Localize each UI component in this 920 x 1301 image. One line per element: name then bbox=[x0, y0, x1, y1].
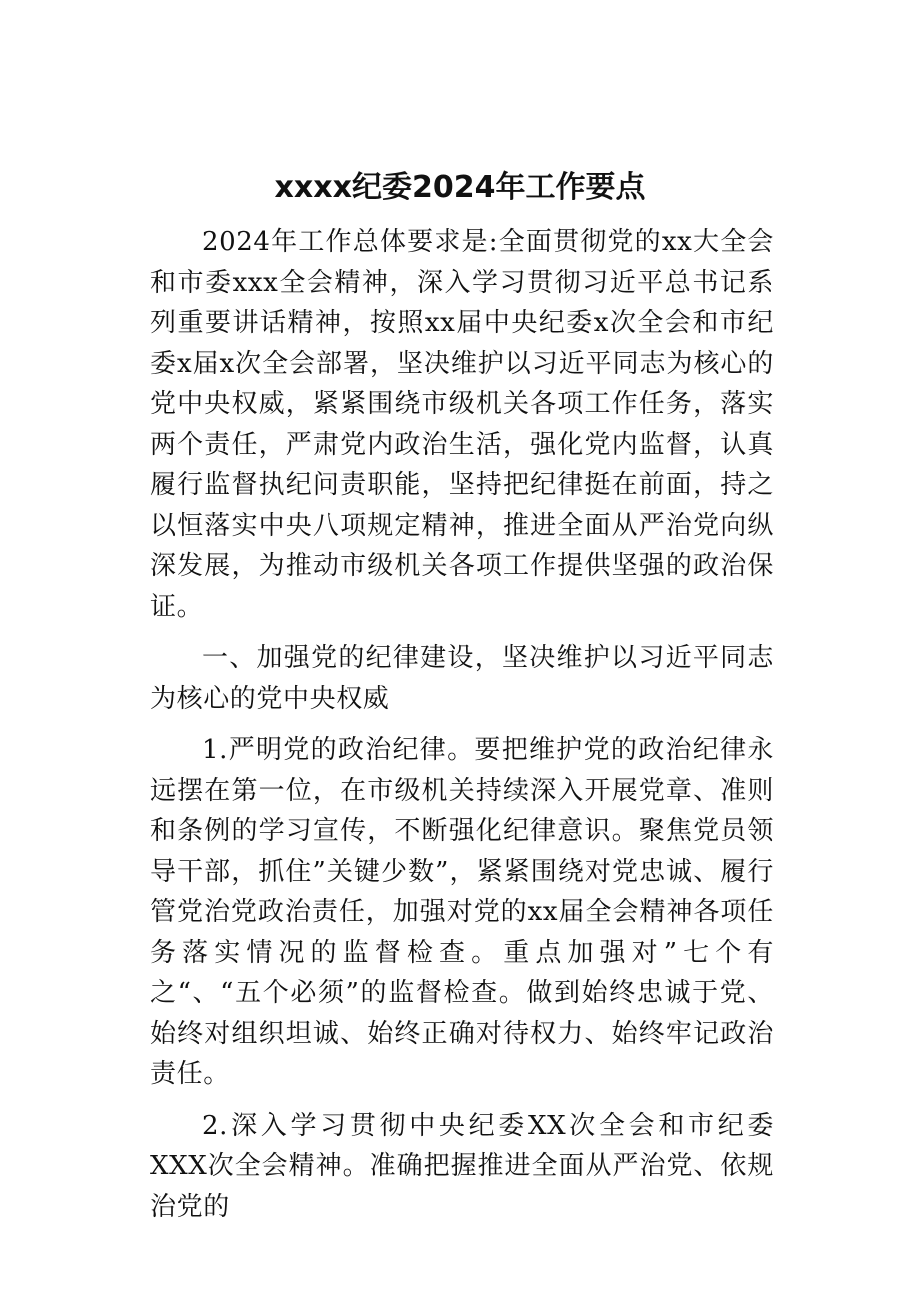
document-title: xxxx纪委2024年工作要点 bbox=[274, 170, 646, 205]
paragraph-general-requirements: 2024年工作总体要求是:全面贯彻党的xx大全会和市委xxx全会精神，深入学习贯彻习近平总书记系列重要讲话精神，按照xx届中央纪委x次全会和市纪委x届x次全会部署，坚决维护以习近平同志为核心的党中央权威，紧紧围绕市级机关各项工作任务，落实两个责任，严肃党内政治生活，强化党内监督，认真履行监督执纪问责职能，坚持把纪律挺在前面，持之以恒落实中央八项规定精神，推进全面从严治党向纵深发展，为推动市级机关各项工作提供坚强的政治保证。 bbox=[150, 227, 774, 622]
section-heading-1: 一、加强党的纪律建设，坚决维护以习近平同志为核心的党中央权威 bbox=[150, 643, 774, 714]
paragraph-item-2: 2.深入学习贯彻中央纪委XX次全会和市纪委XXX次全会精神。准确把握推进全面从严治党、依规治党的 bbox=[150, 1110, 774, 1222]
paragraph-item-1: 1.严明党的政治纪律。要把维护党的政治纪律永远摆在第一位，在市级机关持续深入开展党章、准则和条例的学习宣传，不断强化纪律意识。聚焦党员领导干部，抓住”关键少数”，紧紧围绕对党忠诚、履行管党治党政治责任，加强对党的xx届全会精神各项任务落实情况的监督检查。重点加强对”七个有之“、“五个必须”的监督检查。做到始终忠诚于党、始终对组织坦诚、始终正确对待权力、始终牢记政治责任。 bbox=[150, 735, 774, 1089]
document-body bbox=[150, 222, 774, 1238]
